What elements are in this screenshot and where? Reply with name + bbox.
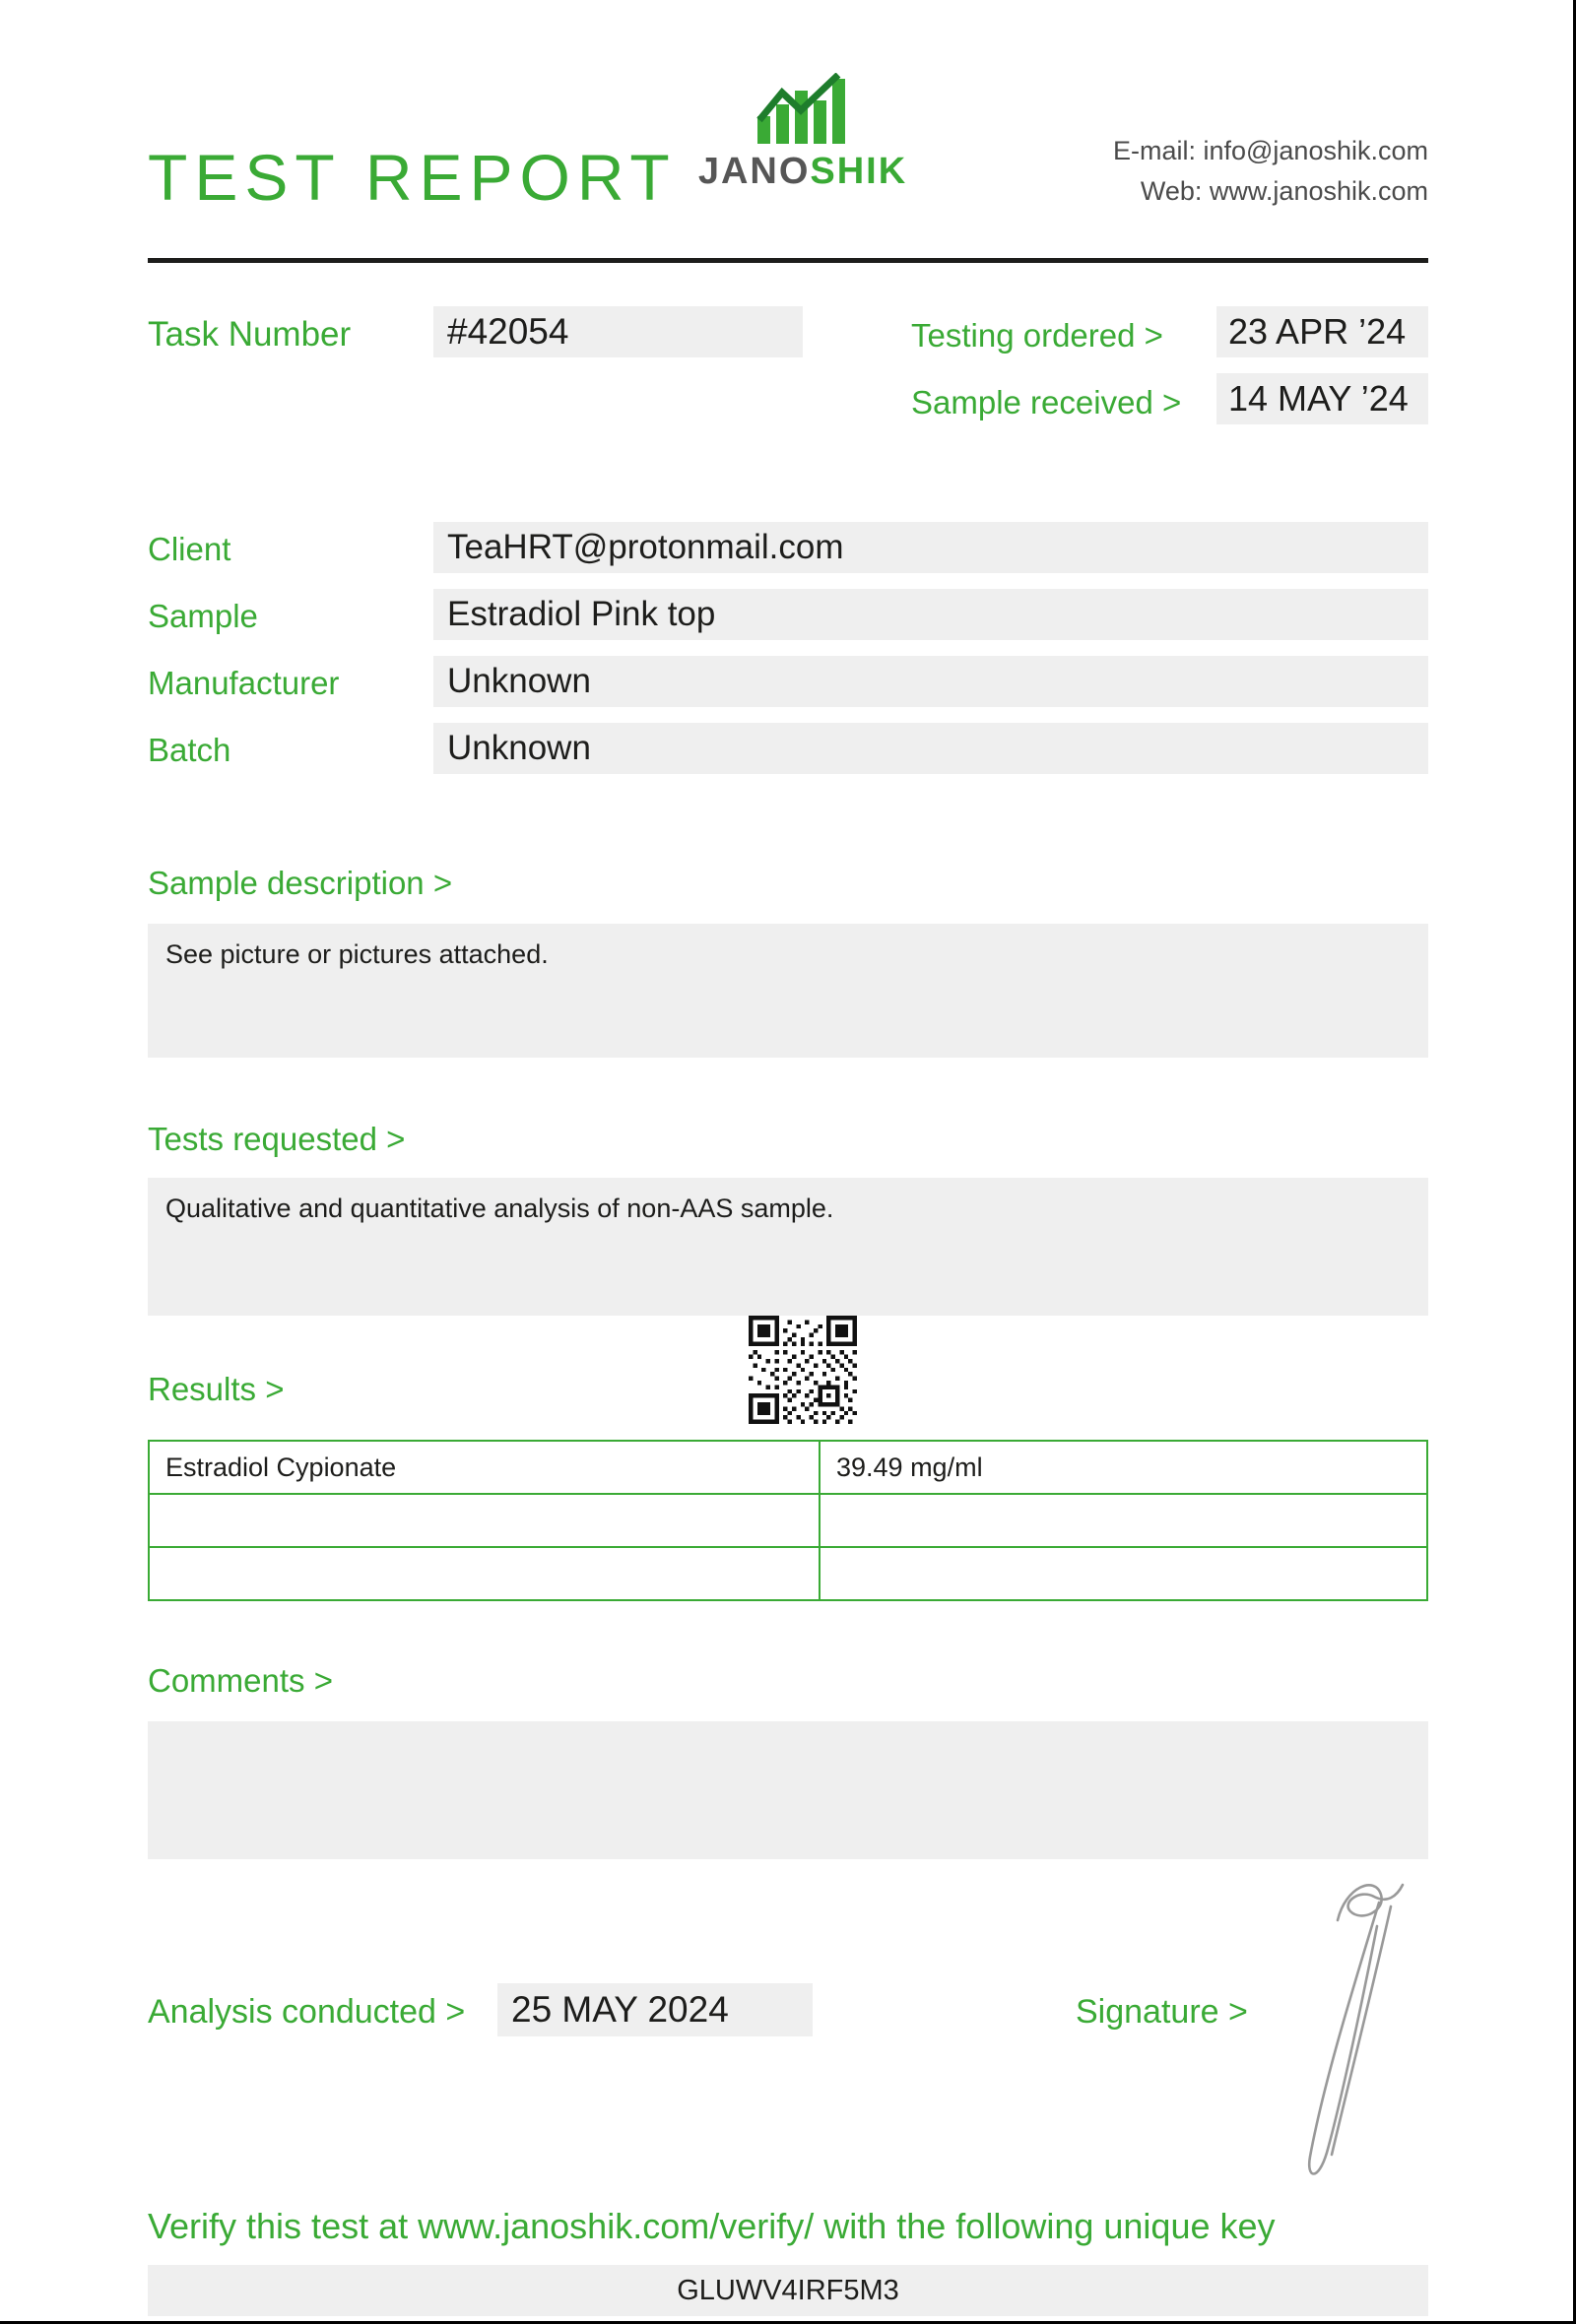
result-amount: 39.49 mg/ml bbox=[820, 1441, 1427, 1494]
result-amount bbox=[820, 1547, 1427, 1600]
sample-received-label: Sample received > bbox=[911, 384, 1182, 420]
bar-chart-logo-icon bbox=[752, 73, 854, 144]
brand-name-right: SHIK bbox=[810, 151, 908, 192]
contact-email: E-mail: info@janoshik.com bbox=[1112, 136, 1428, 165]
header-divider bbox=[148, 258, 1428, 263]
sample-label: Sample bbox=[148, 598, 258, 634]
contact-web: Web: www.janoshik.com bbox=[1140, 176, 1428, 206]
results-row bbox=[149, 1494, 1427, 1547]
batch-label: Batch bbox=[148, 732, 231, 768]
analysis-conducted-label: Analysis conducted > bbox=[148, 1993, 466, 2031]
comments-heading: Comments > bbox=[148, 1662, 333, 1699]
results-row bbox=[149, 1547, 1427, 1600]
brand-logo bbox=[680, 73, 926, 193]
result-substance bbox=[149, 1494, 820, 1547]
qr-code-icon bbox=[749, 1316, 857, 1424]
comments-box bbox=[148, 1721, 1428, 1859]
client-label: Client bbox=[148, 531, 231, 567]
task-number-value: #42054 bbox=[433, 306, 803, 357]
signature-image bbox=[1280, 1859, 1448, 2184]
report-title: TEST REPORT bbox=[148, 141, 677, 214]
brand-name-left: JANO bbox=[697, 151, 811, 192]
contact-info bbox=[936, 131, 1428, 212]
result-amount bbox=[820, 1494, 1427, 1547]
batch-value: Unknown bbox=[433, 723, 1428, 774]
sample-description-heading: Sample description > bbox=[148, 865, 453, 901]
client-value: TeaHRT@protonmail.com bbox=[433, 522, 1428, 573]
tests-requested-heading: Tests requested > bbox=[148, 1121, 406, 1157]
sample-description-box: See picture or pictures attached. bbox=[148, 924, 1428, 1058]
verify-instructions: Verify this test at www.janoshik.com/verify/ with the following unique key bbox=[148, 2206, 1276, 2246]
manufacturer-label: Manufacturer bbox=[148, 665, 340, 701]
results-row bbox=[149, 1441, 1427, 1494]
testing-ordered-value: 23 APR ’24 bbox=[1216, 306, 1428, 357]
results-table bbox=[148, 1440, 1428, 1601]
sample-received-value: 14 MAY ’24 bbox=[1216, 373, 1428, 424]
verify-key: GLUWV4IRF5M3 bbox=[148, 2265, 1428, 2316]
analysis-conducted-value: 25 MAY 2024 bbox=[497, 1983, 813, 2036]
tests-requested-box: Qualitative and quantitative analysis of non-AAS sample. bbox=[148, 1178, 1428, 1316]
sample-value: Estradiol Pink top bbox=[433, 589, 1428, 640]
result-substance: Estradiol Cypionate bbox=[149, 1441, 820, 1494]
testing-ordered-label: Testing ordered > bbox=[911, 317, 1163, 354]
task-number-label: Task Number bbox=[148, 315, 352, 354]
brand-name bbox=[680, 151, 926, 193]
manufacturer-value: Unknown bbox=[433, 656, 1428, 707]
signature-label: Signature > bbox=[1076, 1993, 1248, 2031]
results-heading: Results > bbox=[148, 1371, 285, 1407]
result-substance bbox=[149, 1547, 820, 1600]
